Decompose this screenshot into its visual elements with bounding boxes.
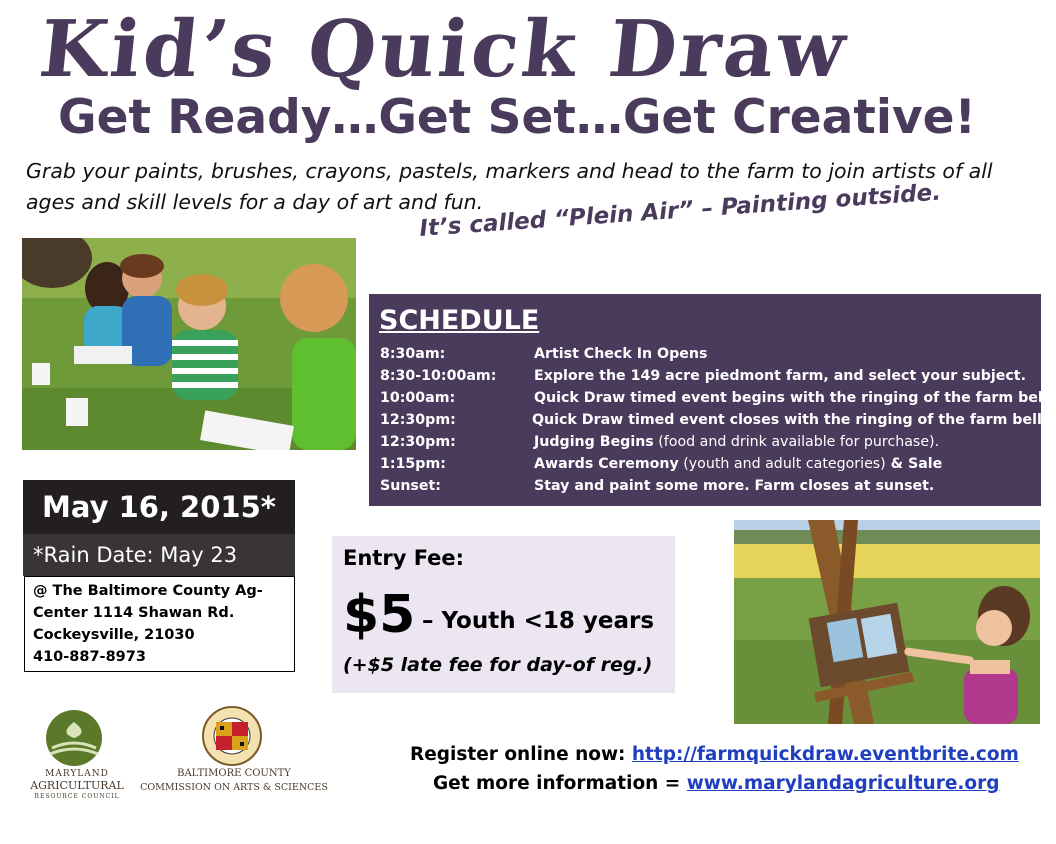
info-label: Get more information = <box>433 773 687 794</box>
fee-label: Entry Fee: <box>343 546 465 570</box>
phone-number: 410-887-8973 <box>33 649 146 665</box>
girl-easel-photo <box>734 520 1040 724</box>
tagline: It’s called “Plein Air” – Painting outside. <box>418 179 942 242</box>
logo-text: COMMISSION ON ARTS & SCIENCES <box>140 782 328 793</box>
baltimore-county-arts-logo <box>136 706 332 800</box>
address-line: @ The Baltimore County Ag- <box>33 583 263 599</box>
schedule-description: Stay and paint some more. Farm closes at sunset. <box>534 478 935 494</box>
address-line: Center 1114 Shawan Rd. <box>33 605 235 621</box>
maryland-agriculture-link[interactable]: www.marylandagriculture.org <box>686 773 1000 794</box>
schedule-description: Artist Check In Opens <box>534 346 708 362</box>
intro-text: Grab your paints, brushes, crayons, pastels, markers and head to the farm to join artists of all ages and skill levels for a day of art and fun. <box>26 159 993 214</box>
page-title: Kid’s Quick Draw <box>35 4 853 95</box>
eventbrite-link[interactable]: http://farmquickdraw.eventbrite.com <box>631 744 1019 765</box>
schedule-panel <box>369 294 1048 506</box>
schedule-time: 12:30pm: <box>380 412 456 428</box>
logo-text: AGRICULTURAL <box>30 779 124 792</box>
schedule-description: Quick Draw timed event closes with the ringing of the farm bell. <box>532 412 1048 428</box>
event-date-box <box>23 480 295 576</box>
schedule-time: Sunset: <box>380 478 441 494</box>
schedule-time: 10:00am: <box>380 390 456 406</box>
schedule-description: Explore the 149 acre piedmont farm, and select your subject. <box>534 368 1026 384</box>
fee-amount: $5 <box>343 585 416 645</box>
late-fee-note: (+$5 late fee for day-of reg.) <box>343 654 653 676</box>
schedule-time: 8:30-10:00am: <box>380 368 497 384</box>
registration-info <box>340 740 1056 800</box>
entry-fee-box <box>332 536 675 693</box>
address-line: Cockeysville, 21030 <box>33 627 195 643</box>
event-date: May 16, 2015* <box>23 480 295 534</box>
rain-date: *Rain Date: May 23 <box>23 534 295 576</box>
page-subtitle: Get Ready…Get Set…Get Creative! <box>58 90 976 145</box>
register-line <box>410 740 1019 769</box>
schedule-description: Quick Draw timed event begins with the ringing of the farm bell <box>534 390 1048 406</box>
fee-description: – Youth <18 years <box>422 608 655 634</box>
schedule-time: 8:30am: <box>380 346 446 362</box>
logo-text: RESOURCE COUNCIL <box>34 793 120 800</box>
schedule-time: 1:15pm: <box>380 456 446 472</box>
maryland-agricultural-council-logo <box>22 708 132 804</box>
schedule-description: Judging Begins (food and drink available for purchase). <box>534 434 940 450</box>
schedule-title: SCHEDULE <box>379 305 540 336</box>
logo-text: BALTIMORE COUNTY <box>177 768 291 779</box>
logo-text: MARYLAND <box>45 769 109 779</box>
register-label: Register online now: <box>410 744 632 765</box>
kids-painting-photo <box>22 238 356 450</box>
info-line <box>433 769 999 798</box>
address-box <box>24 576 295 672</box>
schedule-time: 12:30pm: <box>380 434 456 450</box>
schedule-description: Awards Ceremony (youth and adult categories) & Sale <box>534 456 943 472</box>
